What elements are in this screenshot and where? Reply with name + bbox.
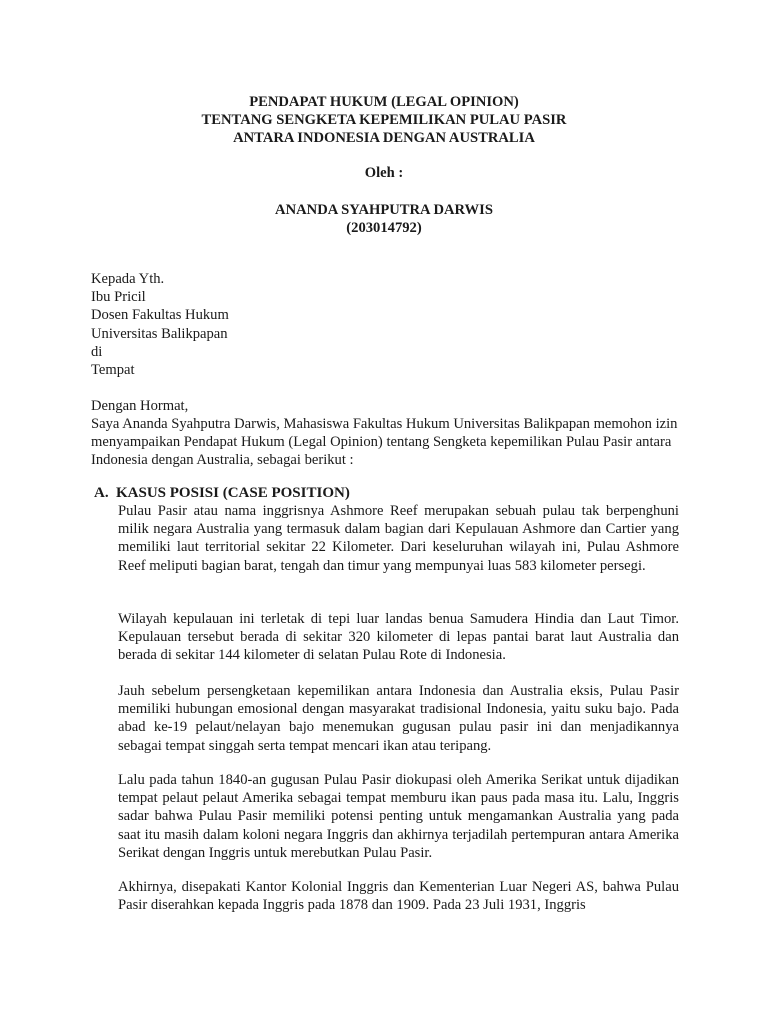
recipient-line-5: di [91, 343, 103, 360]
section-a-title: KASUS POSISI (CASE POSITION) [116, 485, 350, 501]
recipient-line-3: Dosen Fakultas Hukum [91, 307, 229, 324]
intro-paragraph: Saya Ananda Syahputra Darwis, Mahasiswa Fakultas Hukum Universitas Balikpapan memohon izin menyampaikan Pendapat Hukum (Legal Opinion) tentang Sengketa kepemilikan Pulau Pasir antara Indonesia dengan Australia, sebagai berikut : [91, 416, 678, 469]
section-a-paragraph-1: Pulau Pasir atau nama inggrisnya Ashmore Reef merupakan sebuah pulau tak berpenghuni milik negara Australia yang termasuk dalam bagian dari Kepulauan Ashmore dan Cartier yang memiliki laut territorial sekitar 22 Kilometer. Dari keseluruhan wilayah ini, Pulau Ashmore Reef meliputi bagian barat, tengah dan timur yang mempunyai luas 583 kilometer persegi. [118, 503, 679, 574]
author-name: ANANDA SYAHPUTRA DARWIS [275, 202, 493, 218]
recipient-address [91, 270, 229, 379]
section-a-heading [94, 485, 350, 502]
title-line-2: TENTANG SENGKETA KEPEMILIKAN PULAU PASIR [201, 112, 567, 128]
title-line-1: PENDAPAT HUKUM (LEGAL OPINION) [249, 94, 519, 110]
recipient-line-2: Ibu Pricil [91, 289, 146, 306]
recipient-line-4: Universitas Balikpapan [91, 325, 228, 342]
section-a-letter: A. [94, 485, 109, 501]
section-a-paragraph-5: Akhirnya, disepakati Kantor Kolonial Inggris dan Kementerian Luar Negeri AS, bahwa Pulau Pasir diserahkan kepada Inggris pada 1878 dan 1909. Pada 23 Juli 1931, Inggris [118, 879, 679, 914]
author-id: (203014792) [346, 220, 422, 236]
recipient-line-1: Kepada Yth. [91, 271, 165, 287]
author-block [0, 201, 768, 237]
document-title [0, 93, 768, 147]
recipient-line-6: Tempat [91, 362, 135, 379]
title-line-3: ANTARA INDONESIA DENGAN AUSTRALIA [233, 130, 535, 146]
oleh-label: Oleh : [364, 165, 404, 181]
section-a-paragraph-3: Jauh sebelum persengketaan kepemilikan antara Indonesia dan Australia eksis, Pulau Pasir memiliki hubungan emosional dengan masyarakat tradisional Indonesia, yaitu suku bajo. Pada abad ke-19 pelaut/nelayan bajo menemukan gugusan pulau pasir ini dan menjadikannya sebagai tempat singgah serta tempat mencari ikan atau teripang. [118, 683, 679, 754]
salutation: Dengan Hormat, [91, 398, 189, 414]
section-a-paragraph-4: Lalu pada tahun 1840-an gugusan Pulau Pasir diokupasi oleh Amerika Serikat untuk dijadikan tempat pelaut pelaut Amerika sebagai tempat memburu ikan paus pada masa itu. Lalu, Inggris sadar bahwa Pulau Pasir memiliki potensi penting untuk mengamankan Australia yang pada saat itu masih dalam koloni negara Inggris dan akhirnya terjadilah pertempuran antara Amerika Serikat dengan Inggris untuk merebutkan Pulau Pasir. [118, 772, 679, 861]
section-a-paragraph-2: Wilayah kepulauan ini terletak di tepi luar landas benua Samudera Hindia dan Laut Timor. Kepulauan tersebut berada di sekitar 320 kilometer di lepas pantai barat laut Australia dan berada di sekitar 144 kilometer di selatan Pulau Rote di Indonesia. [118, 611, 679, 664]
